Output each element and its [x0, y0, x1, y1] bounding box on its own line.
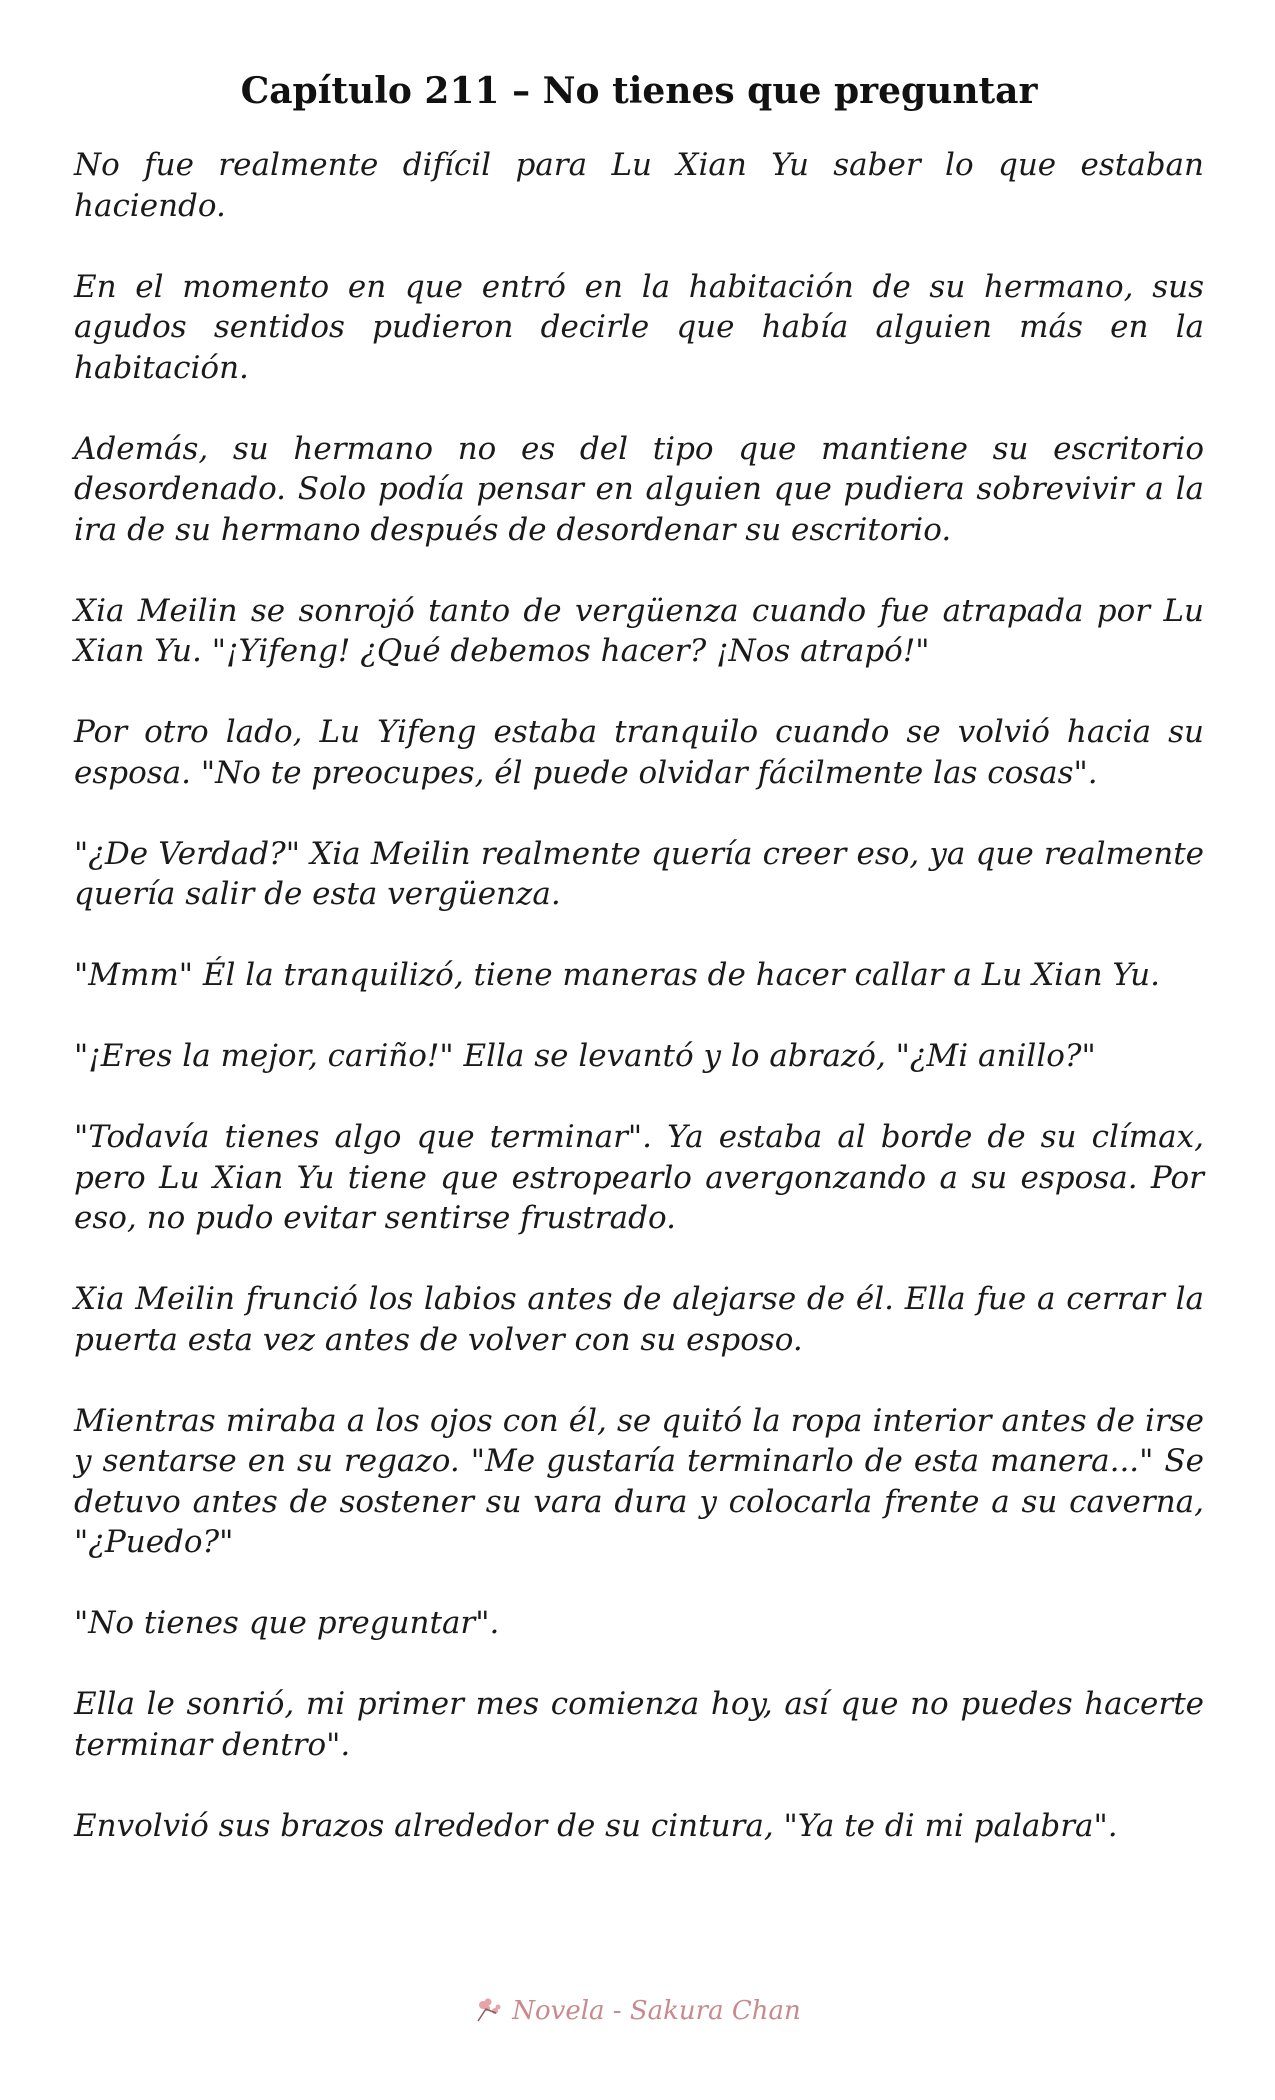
paragraph: Envolvió sus brazos alrededor de su cintura, "Ya te di mi palabra".	[74, 1807, 1118, 1844]
paragraph: Por otro lado, Lu Yifeng estaba tranquilo cuando se volvió hacia su esposa. "No te preocupes, él puede olvidar fácilmente las cosas".	[74, 714, 1204, 791]
cherry-blossom-icon	[474, 1997, 504, 2025]
watermark-text: Novela - Sakura Chan	[512, 1996, 801, 2026]
paragraph: Ella le sonrió, mi primer mes comienza hoy, así que no puedes hacerte terminar dentro".	[74, 1686, 1204, 1763]
paragraph: Xia Meilin se sonrojó tanto de vergüenza cuando fue atrapada por Lu Xian Yu. "¡Yifeng! ¿Qué debemos hacer? ¡Nos atrapó!"	[74, 592, 1204, 670]
paragraph: "Mmm" Él la tranquilizó, tiene maneras de hacer callar a Lu Xian Yu.	[74, 957, 1160, 994]
paragraph: En el momento en que entró en la habitación de su hermano, sus agudos sentidos pudieron decirle que había alguien más en la habitación.	[74, 268, 1204, 386]
paragraph: "Todavía tienes algo que terminar". Ya estaba al borde de su clímax, pero Lu Xian Yu tiene que estropearlo avergonzando a su esposa. Por eso, no pudo evitar sentirse frustrado.	[74, 1119, 1204, 1237]
paragraph: "No tienes que preguntar".	[74, 1605, 500, 1642]
watermark	[0, 1996, 1275, 2026]
paragraph: "¿De Verdad?" Xia Meilin realmente quería creer eso, ya que realmente quería salir de esta vergüenza.	[74, 835, 1204, 913]
chapter-body	[74, 145, 1204, 1846]
document-page	[74, 70, 1204, 1887]
paragraph: Además, su hermano no es del tipo que mantiene su escritorio desordenado. Solo podía pensar en alguien que pudiera sobrevivir a la ira de su hermano después de desordenar su escritorio.	[74, 430, 1204, 548]
paragraph: Mientras miraba a los ojos con él, se quitó la ropa interior antes de irse y sentarse en su regazo. "Me gustaría terminarlo de esta manera..." Se detuvo antes de sostener su vara dura y colocarla frente a su caverna, "¿Puedo?"	[74, 1402, 1204, 1561]
paragraph: "¡Eres la mejor, cariño!" Ella se levantó y lo abrazó, "¿Mi anillo?"	[74, 1038, 1096, 1075]
paragraph: Xia Meilin frunció los labios antes de alejarse de él. Ella fue a cerrar la puerta esta vez antes de volver con su esposo.	[74, 1281, 1204, 1358]
paragraph: No fue realmente difícil para Lu Xian Yu saber lo que estaban haciendo.	[74, 147, 1204, 224]
chapter-title: Capítulo 211 – No tienes que preguntar	[240, 70, 1038, 112]
